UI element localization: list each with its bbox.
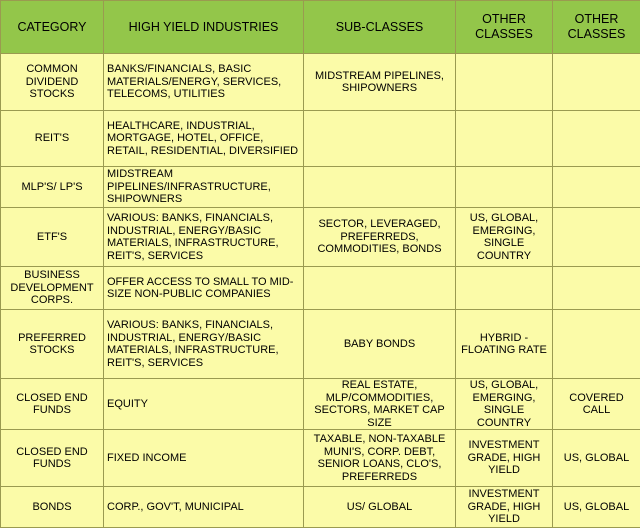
other-classes-2-cell [553, 208, 640, 267]
sub-classes-cell: SECTOR, LEVERAGED, PREFERREDS, COMMODITIES, BONDS [304, 208, 456, 267]
industries-cell: VARIOUS: BANKS, FINANCIALS, INDUSTRIAL, ENERGY/BASIC MATERIALS, INFRASTRUCTURE, REIT'S, SERVICES [104, 310, 304, 379]
table-row [1, 111, 640, 167]
sub-classes-cell: TAXABLE, NON-TAXABLE MUNI'S, CORP. DEBT, SENIOR LOANS, CLO'S, PREFERREDS [304, 430, 456, 487]
other-classes-2-cell: US, GLOBAL [553, 487, 640, 528]
other-classes-2-cell [553, 167, 640, 208]
other-classes-cell: HYBRID - FLOATING RATE [456, 310, 553, 379]
sub-classes-cell: MIDSTREAM PIPELINES, SHIPOWNERS [304, 54, 456, 111]
table-row [1, 430, 640, 487]
table-header-row [1, 1, 640, 54]
industries-cell: HEALTHCARE, INDUSTRIAL, MORTGAGE, HOTEL, OFFICE, RETAIL, RESIDENTIAL, DIVERSIFIED [104, 111, 304, 167]
category-cell: CLOSED END FUNDS [1, 430, 104, 487]
other-classes-cell [456, 167, 553, 208]
sub-classes-cell: REAL ESTATE, MLP/COMMODITIES, SECTORS, MARKET CAP SIZE [304, 379, 456, 430]
other-classes-cell [456, 54, 553, 111]
other-classes-2-cell: COVERED CALL [553, 379, 640, 430]
other-classes-cell: US, GLOBAL, EMERGING, SINGLE COUNTRY [456, 379, 553, 430]
table-row [1, 208, 640, 267]
sub-classes-cell [304, 111, 456, 167]
other-classes-2-cell: US, GLOBAL [553, 430, 640, 487]
category-cell: BUSINESS DEVELOPMENT CORPS. [1, 267, 104, 310]
header-sub-classes: SUB-CLASSES [304, 1, 456, 54]
industries-cell: OFFER ACCESS TO SMALL TO MID-SIZE NON-PUBLIC COMPANIES [104, 267, 304, 310]
other-classes-cell: INVESTMENT GRADE, HIGH YIELD [456, 487, 553, 528]
other-classes-cell: INVESTMENT GRADE, HIGH YIELD [456, 430, 553, 487]
table-row [1, 310, 640, 379]
sub-classes-cell: US/ GLOBAL [304, 487, 456, 528]
category-cell: PREFERRED STOCKS [1, 310, 104, 379]
other-classes-2-cell [553, 54, 640, 111]
table-row [1, 267, 640, 310]
industries-cell: CORP., GOV'T, MUNICIPAL [104, 487, 304, 528]
category-cell: MLP'S/ LP'S [1, 167, 104, 208]
other-classes-cell [456, 267, 553, 310]
header-other-classes-2: OTHER CLASSES [553, 1, 640, 54]
other-classes-cell: US, GLOBAL, EMERGING, SINGLE COUNTRY [456, 208, 553, 267]
sub-classes-cell [304, 267, 456, 310]
category-cell: COMMON DIVIDEND STOCKS [1, 54, 104, 111]
other-classes-cell [456, 111, 553, 167]
header-category: CATEGORY [1, 1, 104, 54]
other-classes-2-cell [553, 310, 640, 379]
table-row [1, 54, 640, 111]
header-high-yield-industries: HIGH YIELD INDUSTRIES [104, 1, 304, 54]
industries-cell: EQUITY [104, 379, 304, 430]
category-cell: CLOSED END FUNDS [1, 379, 104, 430]
other-classes-2-cell [553, 267, 640, 310]
other-classes-2-cell [553, 111, 640, 167]
table-row [1, 167, 640, 208]
header-other-classes-1: OTHER CLASSES [456, 1, 553, 54]
industries-cell: MIDSTREAM PIPELINES/INFRASTRUCTURE, SHIPOWNERS [104, 167, 304, 208]
industries-cell: BANKS/FINANCIALS, BASIC MATERIALS/ENERGY, SERVICES, TELECOMS, UTILITIES [104, 54, 304, 111]
category-cell: BONDS [1, 487, 104, 528]
industries-cell: FIXED INCOME [104, 430, 304, 487]
table-row [1, 379, 640, 430]
industries-cell: VARIOUS: BANKS, FINANCIALS, INDUSTRIAL, ENERGY/BASIC MATERIALS, INFRASTRUCTURE, REIT'S, SERVICES [104, 208, 304, 267]
category-cell: ETF'S [1, 208, 104, 267]
sub-classes-cell [304, 167, 456, 208]
sub-classes-cell: BABY BONDS [304, 310, 456, 379]
category-cell: REIT'S [1, 111, 104, 167]
table-row [1, 487, 640, 528]
